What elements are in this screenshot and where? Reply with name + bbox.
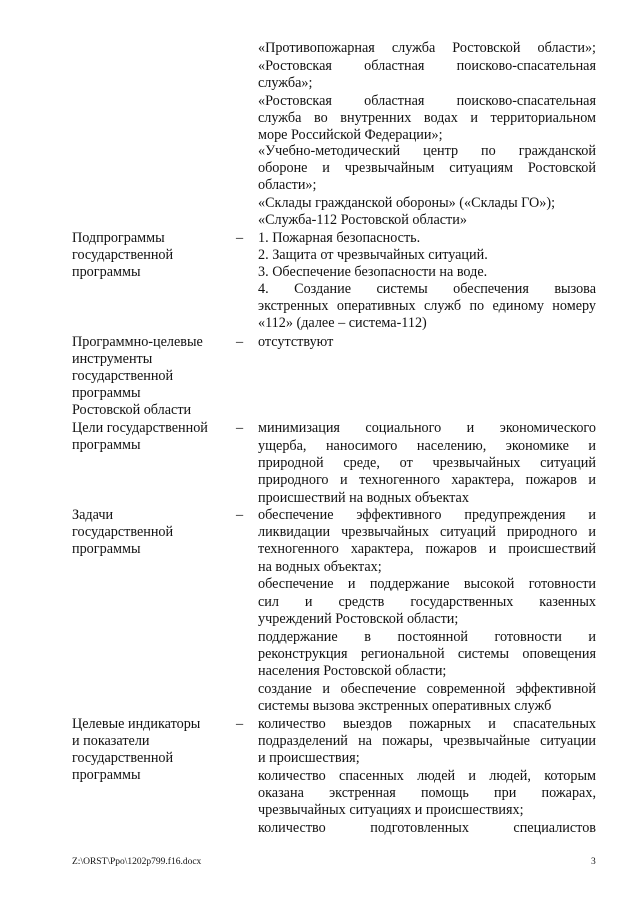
intro-line: «Служба-112 Ростовской области»: [258, 212, 467, 228]
row-text-subprograms: 2. Защита от чрезвычайных ситуаций.: [258, 247, 488, 263]
dash-separator: –: [236, 230, 244, 246]
dash-separator: –: [236, 507, 244, 523]
dash-separator: –: [236, 334, 244, 350]
row-text-subprograms: 4. Создание системы обеспечения вызова: [258, 281, 596, 297]
row-label-subprograms: государственной: [72, 247, 174, 263]
row-text-indicators: подразделений на пожары, чрезвычайные ситуации: [258, 733, 596, 749]
intro-line: служба»;: [258, 75, 313, 91]
row-label-instruments: государственной: [72, 368, 174, 384]
row-text-goals: минимизация социального и экономического: [258, 420, 596, 436]
row-label-instruments: Программно-целевые: [72, 334, 203, 350]
row-label-tasks: государственной: [72, 524, 174, 540]
row-label-instruments: Ростовской области: [72, 402, 192, 418]
row-text-tasks: поддержание в постоянной готовности и: [258, 629, 596, 645]
intro-line: «Ростовская областная поисково-спасательная: [258, 93, 596, 109]
row-text-tasks: техногенного характера, пожаров и происшествий: [258, 541, 596, 557]
page-number: 3: [591, 857, 596, 867]
row-text-indicators: и происшествия;: [258, 750, 360, 766]
row-text-tasks: учреждений Ростовской области;: [258, 611, 459, 627]
row-text-tasks: населения Ростовской области;: [258, 663, 447, 679]
row-text-indicators: количество спасенных людей и людей, которым: [258, 768, 596, 784]
row-text-tasks: реконструкция региональной системы оповещения: [258, 646, 596, 662]
row-label-goals: программы: [72, 437, 141, 453]
row-label-subprograms: программы: [72, 264, 141, 280]
row-label-subprograms: Подпрограммы: [72, 230, 165, 246]
row-text-tasks: обеспечение и поддержание высокой готовности: [258, 576, 596, 592]
row-label-indicators: Целевые индикаторы: [72, 716, 201, 732]
row-label-tasks: Задачи: [72, 507, 114, 523]
row-text-tasks: на водных объектах;: [258, 559, 382, 575]
row-text-tasks: обеспечение эффективного предупреждения и: [258, 507, 596, 523]
row-label-indicators: программы: [72, 767, 141, 783]
row-text-indicators: чрезвычайных ситуациях и происшествиях;: [258, 802, 524, 818]
row-text-instruments: отсутствуют: [258, 334, 334, 350]
row-text-subprograms: 3. Обеспечение безопасности на воде.: [258, 264, 488, 280]
row-text-subprograms: 1. Пожарная безопасность.: [258, 230, 421, 246]
intro-line: «Склады гражданской обороны» («Склады ГО»);: [258, 195, 556, 211]
row-text-tasks: создание и обеспечение современной эффективной: [258, 681, 596, 697]
row-label-indicators: государственной: [72, 750, 174, 766]
row-text-goals: природной среде, от чрезвычайных ситуаций: [258, 455, 596, 471]
row-text-goals: природного и техногенного характера, пожаров и: [258, 472, 596, 488]
intro-line: море Российской Федерации»;: [258, 127, 443, 143]
row-text-indicators: количество подготовленных специалистов: [258, 820, 596, 836]
row-text-indicators: оказана экстренная помощь при пожарах,: [258, 785, 596, 801]
dash-separator: –: [236, 420, 244, 436]
row-text-tasks: ликвидации чрезвычайных ситуаций природного и: [258, 524, 596, 540]
intro-line: «Учебно-методический центр по гражданской: [258, 143, 596, 159]
dash-separator: –: [236, 716, 244, 732]
footer-file-path: Z:\ORST\Ppo\1202p799.f16.docx: [72, 857, 202, 867]
row-label-instruments: программы: [72, 385, 141, 401]
row-text-tasks: сил и средств государственных казенных: [258, 594, 596, 610]
intro-line: служба во внутренних водах и территориальном: [258, 110, 596, 126]
intro-line: области»;: [258, 177, 317, 193]
row-text-goals: происшествий на водных объектах: [258, 490, 469, 506]
row-label-tasks: программы: [72, 541, 141, 557]
row-label-instruments: инструменты: [72, 351, 153, 367]
row-label-indicators: и показатели: [72, 733, 150, 749]
row-text-tasks: системы вызова экстренных оперативных служб: [258, 698, 552, 714]
row-text-subprograms: «112» (далее – система-112): [258, 315, 427, 331]
intro-line: «Ростовская областная поисково-спасательная: [258, 58, 596, 74]
row-text-indicators: количество выездов пожарных и спасательных: [258, 716, 596, 732]
row-text-goals: ущерба, наносимого населению, экономике и: [258, 438, 596, 454]
intro-line: обороне и чрезвычайным ситуациям Ростовской: [258, 160, 596, 176]
intro-line: «Противопожарная служба Ростовской области»;: [258, 40, 596, 56]
row-label-goals: Цели государственной: [72, 420, 208, 436]
row-text-subprograms: экстренных оперативных служб по единому номеру: [258, 298, 596, 314]
